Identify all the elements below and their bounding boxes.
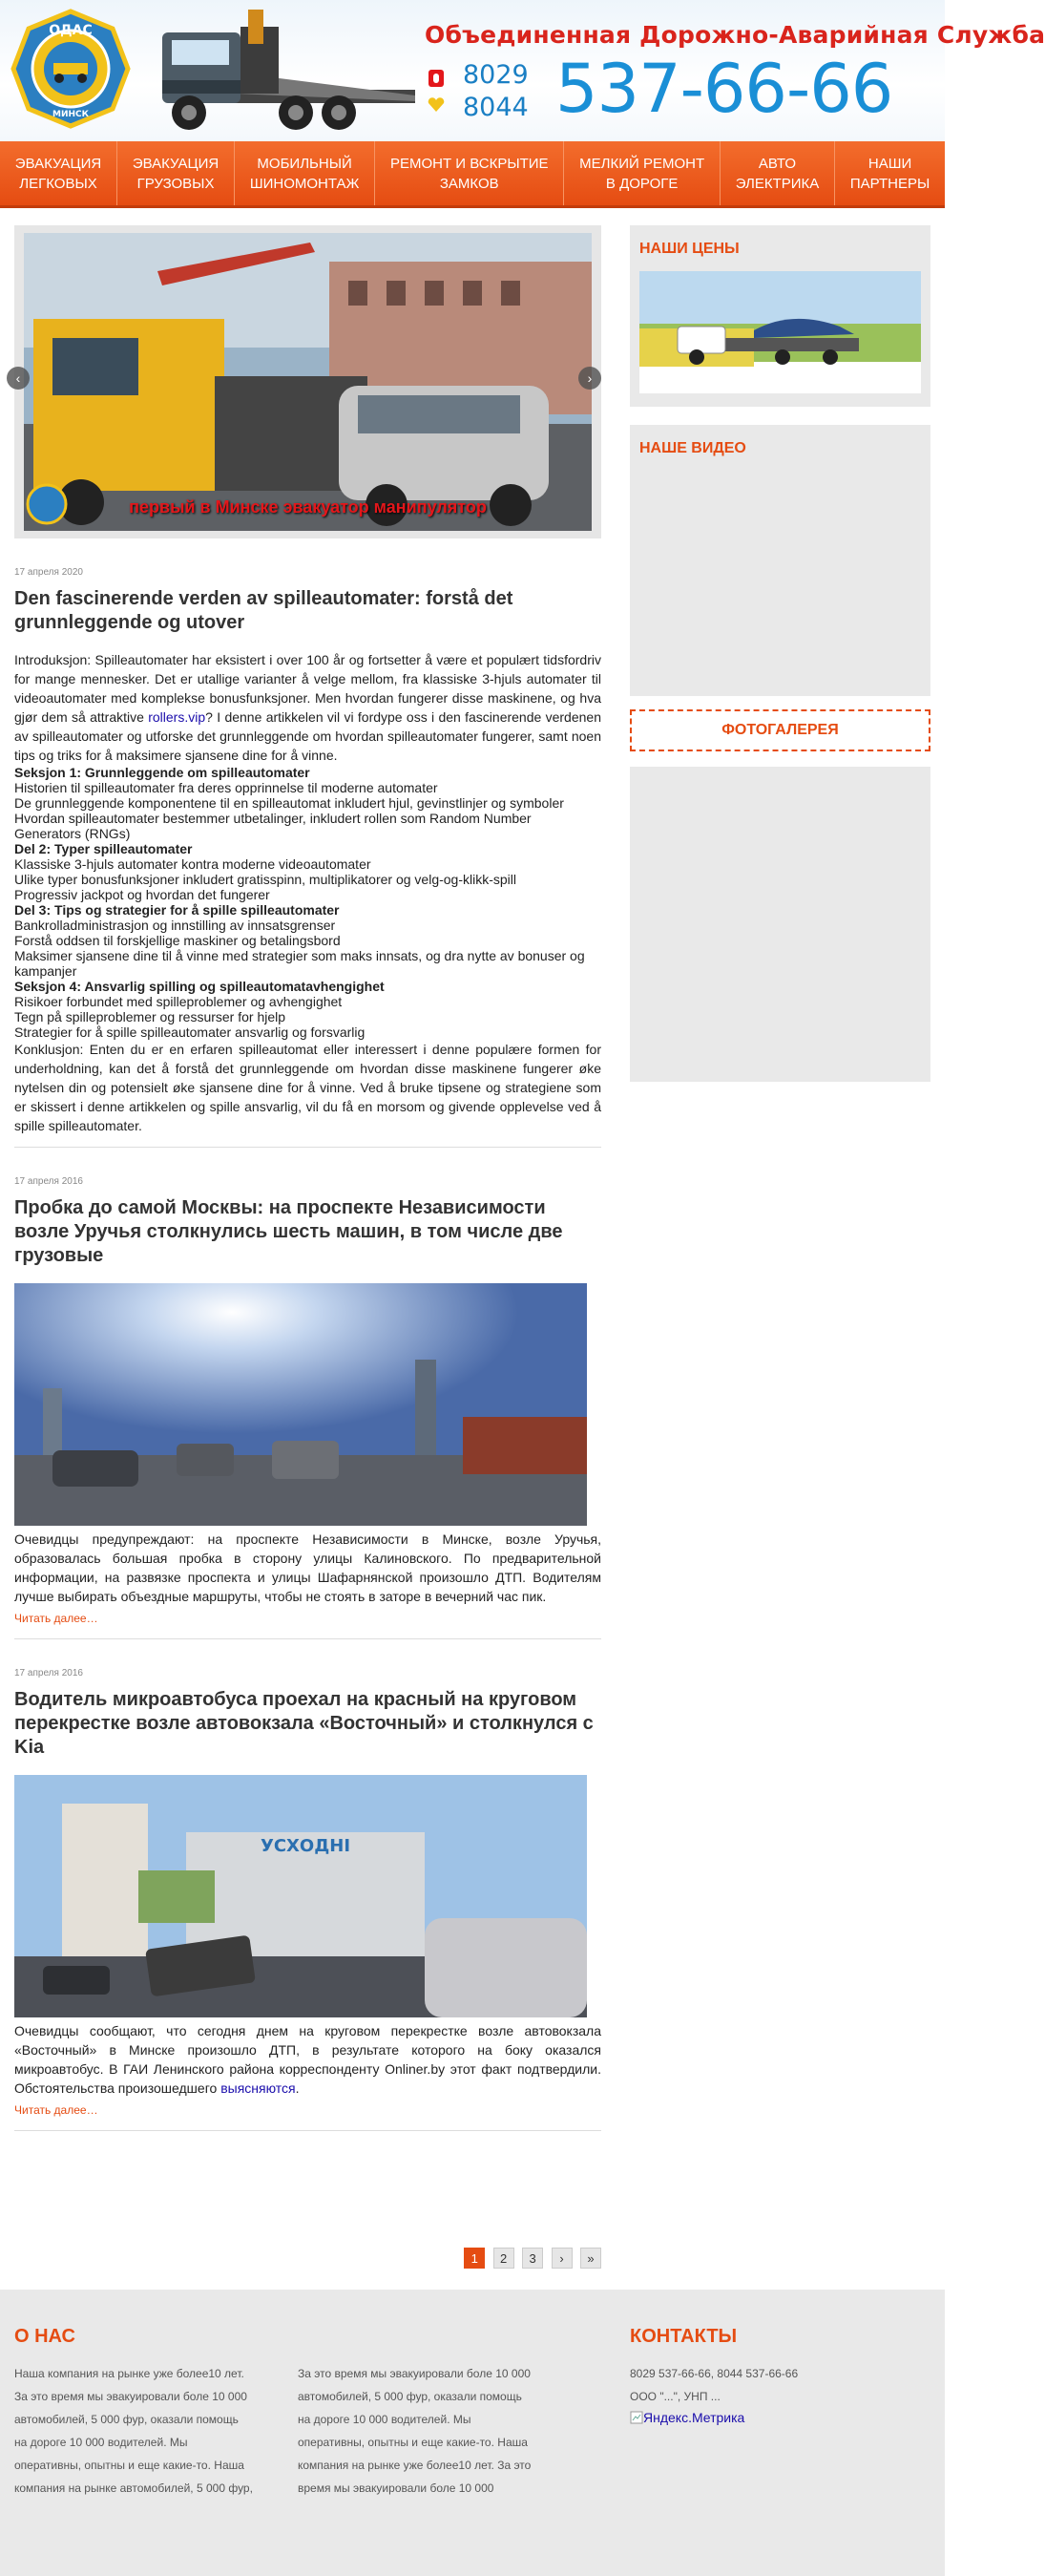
next-page-icon[interactable]: › xyxy=(552,2248,573,2269)
article-title[interactable]: Водитель микроавтобуса проехал на красный на круговом перекрестке возле автовокзала «Восточный» и столкнулся с Kia xyxy=(14,1689,594,1758)
article-photo[interactable] xyxy=(14,1775,587,2017)
article-photo[interactable] xyxy=(14,1283,587,1526)
main-content xyxy=(14,225,601,2131)
slider-prev-icon[interactable]: ‹ xyxy=(7,367,30,390)
section-item: Klassiske 3-hjuls automater kontra moderne videoautomater xyxy=(14,856,371,872)
rollers-link[interactable]: rollers.vip xyxy=(148,709,206,725)
photo-gallery-button[interactable]: ФОТОГАЛЕРЕЯ xyxy=(630,709,930,751)
slider-image xyxy=(24,233,592,531)
article-traffic-jam xyxy=(14,1176,601,1639)
life-operator-icon xyxy=(428,97,445,113)
page-1-button[interactable]: 1 xyxy=(464,2248,485,2269)
section-list xyxy=(14,765,601,1040)
svg-text:УСХОДНІ: УСХОДНІ xyxy=(260,1836,351,1856)
page-3-button[interactable]: 3 xyxy=(522,2248,543,2269)
crash-photo xyxy=(14,1775,587,2017)
nav-item-tire-service[interactable] xyxy=(235,141,375,205)
nav-item-locks[interactable] xyxy=(375,141,564,205)
section-item: Tegn på spilleproblemer og ressurser for hjelp xyxy=(14,1009,286,1024)
service-title: Объединенная Дорожно-Аварийная Служба xyxy=(425,21,1045,49)
section-item: Hvordan spilleautomater bestemmer utbetalinger, inkludert rollen som Random Number Generators (RNGs) xyxy=(14,811,532,841)
odas-logo[interactable] xyxy=(11,10,130,128)
section-item: Historien til spilleautomater fra deres opprinnelse til moderne automater xyxy=(14,780,438,795)
about-title: О НАС xyxy=(14,2326,75,2347)
nav-label: МОБИЛЬНЫЙ xyxy=(257,155,352,172)
contacts-block xyxy=(630,2362,916,2408)
article-title[interactable]: Пробка до самой Москвы: на проспекте Независимости возле Уручья столкнулись шесть машин, в том числе две грузовые xyxy=(14,1197,563,1266)
nav-label: В ДОРОГЕ xyxy=(605,175,679,192)
read-more-link[interactable]: Читать далее… xyxy=(14,2103,98,2117)
article-title[interactable]: Den fascinerende verden av spilleautomater: forstå det grunnleggende og utover xyxy=(14,588,513,633)
section-heading: Del 2: Typer spilleautomater xyxy=(14,841,193,856)
section-item: Forstå oddsen til forskjellige maskiner og betalingsbord xyxy=(14,933,341,948)
article-conclusion: Konklusjon: Enten du er en erfaren spilleautomat eller interessert i denne populære formen for underholdning, kan det å forstå det grunnleggende om hvordan disse maskinene fungerer øke nytelsen din og potensielt øke sjansene dine for å vinne. Ved å bruke tipsene og strategiene som er skissert i denne artikkelen og spille ansvarlig, vil du få en morsom og givende opplevelse ved å spille spilleautomater. xyxy=(14,1042,601,1133)
mts-operator-icon xyxy=(428,69,445,88)
site-header xyxy=(0,0,1045,141)
intro-text: ? I denne artikkelen vil vi fordype oss i den fascinerende verdenen av spilleautomater og utforske det grunnleggende om hvordan spilleautomater fungerer, samt noen tips og triks for å maksimere sjansene dine for å vinne. xyxy=(14,709,601,763)
slider-caption: первый в Минске эвакуатор манипулятор xyxy=(129,497,487,517)
svg-text:ОДАС: ОДАС xyxy=(49,23,93,38)
section-item: Bankrolladministrasjon og innstilling av innsatsgrenser xyxy=(14,918,336,933)
slider-photo xyxy=(24,233,592,531)
site-footer xyxy=(0,2290,945,2576)
section-item: Ulike typer bonusfunksjoner inkludert gratisspinn, multiplikatorer og velg-og-klikk-spill xyxy=(14,872,517,887)
about-text-col1: Наша компания на рынке уже более10 лет. За это время мы эвакуировали боле 10 000 автомобилей, 5 000 фур, оказали помощь на дороге 10 000 водителей. Мы оперативны, опытны и еще какие-то. Наша компания на рынке автомобилей, 5 000 фур, xyxy=(14,2367,253,2495)
section-heading: Seksjon 4: Ansvarlig spilling og spilleautomatavhengighet xyxy=(14,979,385,994)
last-page-icon[interactable]: » xyxy=(580,2248,601,2269)
nav-item-partners[interactable] xyxy=(835,141,945,205)
nav-label: ГРУЗОВЫХ xyxy=(136,175,215,192)
prices-title: НАШИ ЦЕНЫ xyxy=(639,241,740,257)
nav-label: ЭВАКУАЦИЯ xyxy=(132,155,219,172)
clarify-link[interactable]: выясняются xyxy=(220,2080,296,2096)
photo-slider xyxy=(14,225,601,538)
section-item: Progressiv jackpot og hvordan det fungerer xyxy=(14,887,270,902)
operator-codes xyxy=(463,59,529,124)
nav-label: ЭЛЕКТРИКА xyxy=(735,175,820,192)
section-item: Strategier for å spille spilleautomater ansvarlig og forsvarlig xyxy=(14,1024,366,1040)
article-date: 17 апреля 2016 xyxy=(14,1176,83,1187)
about-text-col2: За это время мы эвакуировали боле 10 000 автомобилей, 5 000 фур, оказали помощь на дороге 10 000 водителей. Мы оперативны, опытны и еще какие-то. Наша компания на рынке уже более10 лет. За это время мы эвакуировали боле 10 000 xyxy=(298,2367,532,2495)
article-slots xyxy=(14,567,601,1148)
main-nav xyxy=(0,141,945,208)
nav-label: ЗАМКОВ xyxy=(439,175,499,192)
nav-item-road-repair[interactable] xyxy=(564,141,721,205)
nav-item-evacuation-trucks[interactable] xyxy=(117,141,235,205)
operator-code-2: 8044 xyxy=(463,93,529,122)
read-more-link[interactable]: Читать далее… xyxy=(14,1612,98,1625)
section-item: Maksimer sjansene dine til å vinne med strategier som maks innsats, og dra nytte av bonuser og kampanjer xyxy=(14,948,585,979)
nav-label: МЕЛКИЙ РЕМОНТ xyxy=(579,155,705,172)
article-text: Очевидцы предупреждают: на проспекте Независимости в Минске, возле Уручья, образовалась большая пробка в сторону улицы Калиновского. По предварительной информации, на развязке проспекта и улицы Шафарнянской произошло ДТП. Водителям лучше выбирать объездные маршруты, чтобы не стоять в заторе в вечерний час пик. xyxy=(14,1531,601,1604)
section-item: Risikoer forbundet med spilleproblemer og avhengighet xyxy=(14,994,343,1009)
article-date: 17 апреля 2016 xyxy=(14,1668,83,1679)
nav-label: НАШИ xyxy=(867,155,912,172)
gallery-widget xyxy=(630,767,930,1082)
article-date: 17 апреля 2020 xyxy=(14,567,83,578)
tow-truck-illustration xyxy=(143,6,420,137)
operator-code-1: 8029 xyxy=(463,60,529,90)
page-2-button[interactable]: 2 xyxy=(493,2248,514,2269)
nav-label: ШИНОМОНТАЖ xyxy=(249,175,360,192)
pagination xyxy=(14,2248,601,2269)
article-text-part: . xyxy=(295,2080,300,2096)
article-intro xyxy=(14,650,601,765)
video-widget xyxy=(630,425,930,696)
traffic-photo xyxy=(14,1283,587,1526)
intro-text: Introduksjon: Spilleautomater har eksistert i over 100 år og fortsetter å være et populært tidsfordriv for mange mennesker. Det er utallige varianter å velge mellom, fra klassiske 3-hjuls automater til videoautomater med komplekse bonusfunksjoner. Men hvordan fungerer disse maskinene, og hva gjør dem så attraktive xyxy=(14,652,601,725)
video-title: НАШЕ ВИДЕО xyxy=(639,440,746,456)
broken-image-icon xyxy=(630,2411,643,2424)
metrika-link[interactable]: Яндекс.Метрика xyxy=(643,2410,745,2425)
nav-item-auto-electric[interactable] xyxy=(721,141,835,205)
contact-phones: 8029 537-66-66, 8044 537-66-66 xyxy=(630,2367,799,2380)
nav-item-evacuation-cars[interactable] xyxy=(0,141,117,205)
prices-widget xyxy=(630,225,930,407)
phone-number[interactable]: 537-66-66 xyxy=(555,50,893,128)
nav-label: ПАРТНЕРЫ xyxy=(849,175,930,192)
nav-label: АВТО xyxy=(758,155,797,172)
article-text xyxy=(14,2021,601,2098)
contacts-title: КОНТАКТЫ xyxy=(630,2326,738,2347)
nav-label: ЭВАКУАЦИЯ xyxy=(14,155,102,172)
article-text-part: Очевидцы сообщают, что сегодня днем на круговом перекрестке возле автовокзала «Восточный» в Минске произошло ДТП, в результате которого на боку оказался микроавтобус. В ГАИ Ленинского района корреспонденту Onliner.by этот факт подтвердили. Обстоятельства произошедшего xyxy=(14,2023,601,2096)
metrika-widget[interactable] xyxy=(630,2410,744,2425)
nav-label: ЛЕГКОВЫХ xyxy=(19,175,97,192)
nav-label: РЕМОНТ И ВСКРЫТИЕ xyxy=(389,155,549,172)
article-minibus-crash xyxy=(14,1668,601,2131)
section-heading: Seksjon 1: Grunnleggende om spilleautomater xyxy=(14,765,310,780)
svg-text:МИНСК: МИНСК xyxy=(52,110,89,119)
slider-next-icon[interactable]: › xyxy=(578,367,601,390)
section-item: De grunnleggende komponentene til en spilleautomat inkludert hjul, gevinstlinjer og symboler xyxy=(14,795,564,811)
company-info: ООО "...", УНП ... xyxy=(630,2390,721,2403)
prices-banner-image[interactable] xyxy=(639,271,921,393)
section-heading: Del 3: Tips og strategier for å spille spilleautomater xyxy=(14,902,340,918)
